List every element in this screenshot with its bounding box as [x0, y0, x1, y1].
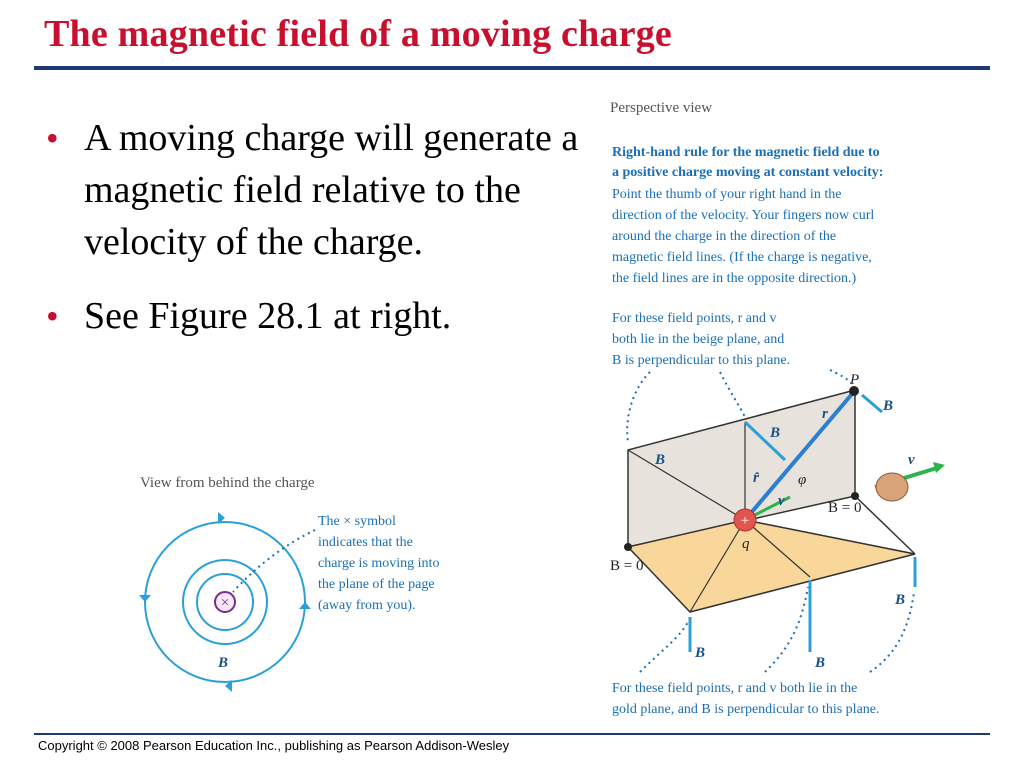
r-hat-label: r̂	[753, 470, 759, 486]
v-label-large: v	[908, 452, 915, 468]
rear-caption-line: (away from you).	[318, 598, 416, 613]
b-zero-right-label: B = 0	[828, 500, 862, 516]
bullet-list	[40, 112, 590, 364]
rule-body-line: magnetic field lines. (If the charge is negative,	[612, 250, 872, 265]
rule-body-line: around the charge in the direction of the	[612, 229, 837, 244]
pointer-dotted-line	[627, 372, 650, 442]
rear-view-figure	[130, 462, 480, 692]
pointer-dotted-line	[640, 622, 688, 672]
bullet-item: • See Figure 28.1 at right.	[40, 290, 590, 342]
rear-view-heading: View from behind the charge	[140, 475, 315, 491]
title-divider	[34, 66, 990, 70]
rear-caption-line: the plane of the page	[318, 577, 435, 592]
b-zero-left-label: B = 0	[610, 558, 644, 574]
b-label: B	[695, 645, 706, 661]
rule-title-line: a positive charge moving at constant velocity:	[612, 165, 884, 180]
footer-divider	[34, 733, 990, 735]
rear-caption-line: indicates that the	[318, 535, 413, 550]
rule-body-line: Point the thumb of your right hand in the	[612, 187, 842, 202]
bullet-item: • A moving charge will generate a magnetic field relative to the velocity of the charge.	[40, 112, 590, 268]
b-label: B	[883, 398, 894, 414]
rule-body-line: direction of the velocity. Your fingers now curl	[612, 208, 875, 223]
b-field-label: B	[218, 655, 229, 671]
pointer-dotted-line	[870, 592, 914, 672]
gold-note-line: gold plane, and B is perpendicular to this plane.	[612, 702, 880, 717]
copyright-footer: Copyright © 2008 Pearson Education Inc., publishing as Pearson Addison-Wesley	[38, 738, 510, 753]
pointer-dotted-line	[765, 587, 808, 672]
field-arrow	[139, 595, 151, 602]
v-label-small: v	[778, 493, 785, 509]
b-zero-marker	[851, 492, 859, 500]
cross-symbol-icon: ×	[220, 595, 230, 611]
b-label: B	[895, 592, 906, 608]
r-vector-label: r	[822, 406, 828, 422]
rule-title-line: Right-hand rule for the magnetic field due to	[612, 145, 880, 160]
beige-note-line: B is perpendicular to this plane.	[612, 353, 791, 368]
rear-caption-line: The × symbol	[318, 514, 396, 529]
charge-plus-sign: +	[740, 513, 750, 529]
b-zero-marker	[624, 543, 632, 551]
beige-note-line: both lie in the beige plane, and	[612, 332, 785, 347]
b-label: B	[815, 655, 826, 671]
right-hand-icon	[876, 473, 908, 501]
rule-body-line: the field lines are in the opposite direction.)	[612, 271, 857, 286]
gold-note-line: For these field points, r and v both lie in the	[612, 681, 858, 696]
beige-note-line: For these field points, r and v	[612, 311, 777, 326]
slide-title: The magnetic field of a moving charge	[44, 13, 672, 55]
perspective-heading: Perspective view	[610, 100, 713, 116]
point-p-label: P	[850, 372, 860, 388]
field-arrow	[299, 602, 311, 609]
b-label: B	[770, 425, 781, 441]
phi-label: φ	[798, 472, 807, 488]
charge-q-label: q	[742, 536, 750, 552]
pointer-dotted-line	[720, 372, 745, 417]
rear-caption-line: charge is moving into	[318, 556, 440, 571]
velocity-arrowhead	[933, 462, 945, 473]
b-label: B	[655, 452, 666, 468]
b-field-arrow	[862, 395, 882, 412]
perspective-view-figure	[600, 92, 980, 722]
